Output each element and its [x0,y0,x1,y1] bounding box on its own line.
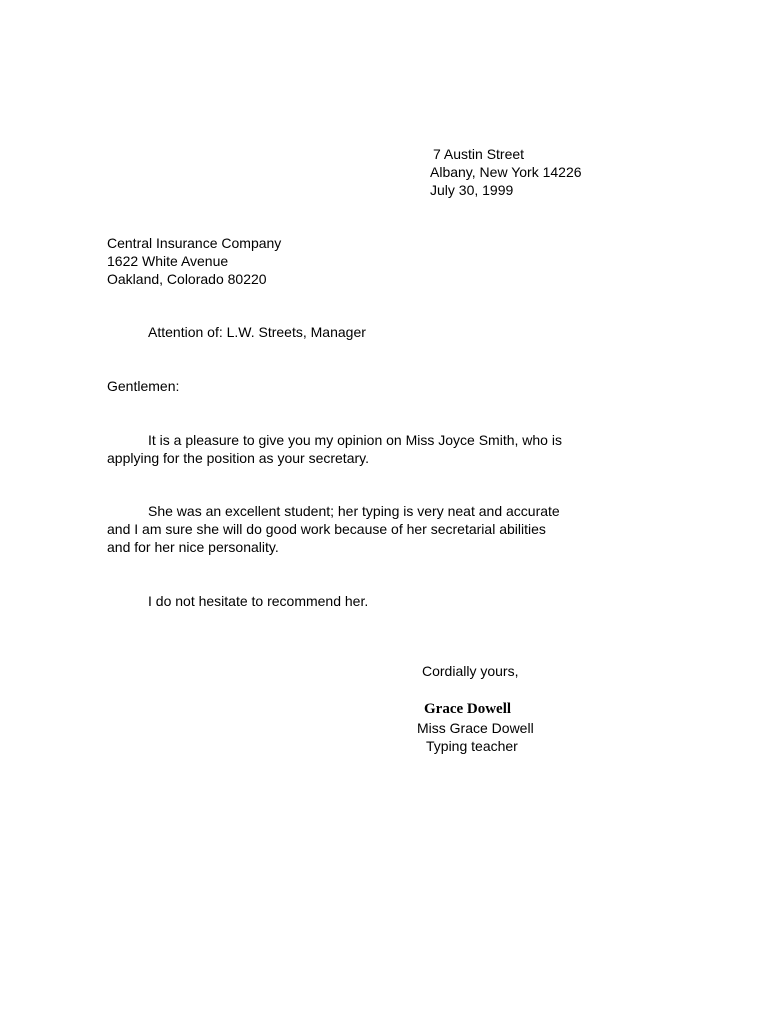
paragraph3-line1: I do not hesitate to recommend her. [148,593,369,609]
attention-line: Attention of: L.W. Streets, Manager [148,324,366,340]
salutation: Gentlemen: [107,378,180,394]
recipient-company: Central Insurance Company [107,235,282,251]
signer-title: Typing teacher [426,738,518,754]
signature: Grace Dowell [424,701,512,717]
recipient-city-state-zip: Oakland, Colorado 80220 [107,271,267,287]
paragraph1-line1: It is a pleasure to give you my opinion on Miss Joyce Smith, who is [148,432,562,448]
sender-city-state-zip: Albany, New York 14226 [430,164,582,180]
paragraph2-line3: and for her nice personality. [107,539,279,555]
letter-date: July 30, 1999 [430,182,514,198]
sender-street: 7 Austin Street [433,146,525,162]
recipient-street: 1622 White Avenue [107,253,229,269]
paragraph1-line2: applying for the position as your secretary. [107,450,369,466]
paragraph2-line1: She was an excellent student; her typing is very neat and accurate [148,503,560,519]
complimentary-close: Cordially yours, [422,663,519,679]
paragraph2-line2: and I am sure she will do good work because of her secretarial abilities [107,521,546,537]
printed-name: Miss Grace Dowell [417,720,534,736]
